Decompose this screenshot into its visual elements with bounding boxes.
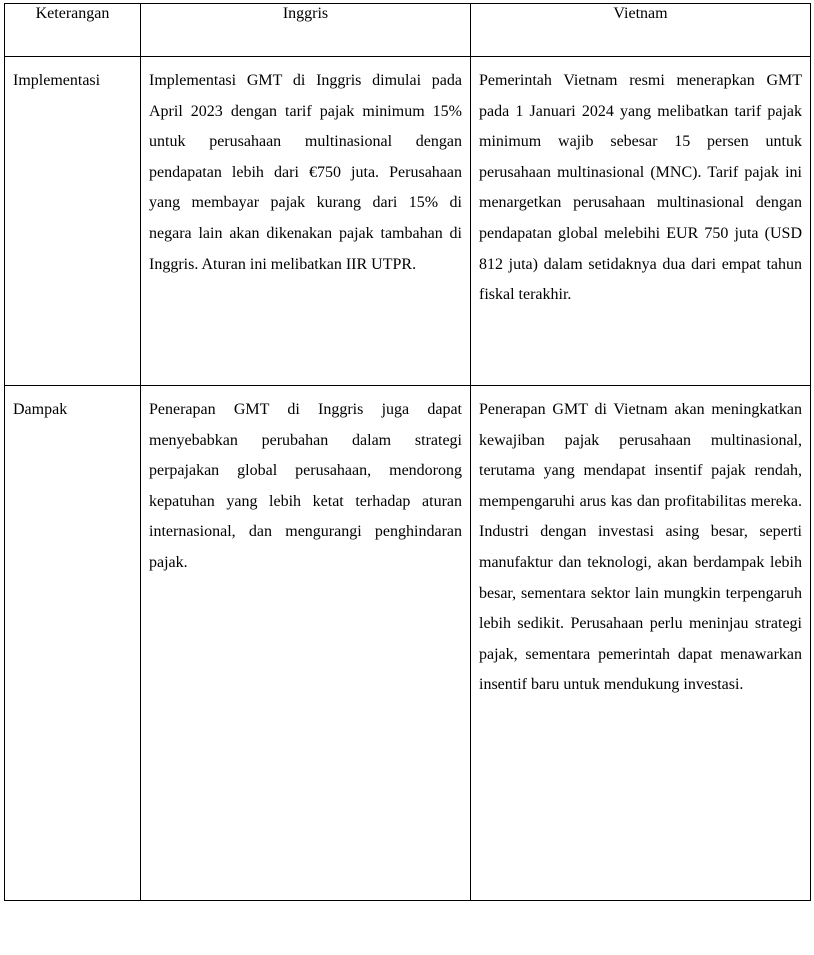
- row-label-dampak: Dampak: [13, 401, 68, 418]
- inggris-cell: [141, 386, 471, 901]
- inggris-dampak-text: Penerapan GMT di Inggris juga dapat menyebabkan perubahan dalam strategi perpajakan global perusahaan, mendorong kepatuhan yang lebih ketat terhadap aturan internasional, dan mengurangi penghindaran pajak.: [149, 401, 462, 571]
- row-label-cell: [5, 57, 141, 386]
- vietnam-cell: [471, 386, 811, 901]
- header-inggris: Inggris: [141, 4, 471, 57]
- vietnam-dampak-text: Penerapan GMT di Vietnam akan meningkatkan kewajiban pajak perusahaan multinasional, terutama yang mendapat insentif pajak rendah, mempengaruhi arus kas dan profitabilitas mereka. Industri dengan investasi asing besar, seperti manufaktur dan teknologi, akan berdampak lebih besar, sementara sektor lain mungkin terpengaruh lebih sedikit. Perusahaan perlu meninjau strategi pajak, sementara pemerintah dapat menawarkan insentif baru untuk mendukung investasi.: [479, 401, 802, 694]
- table-row-implementasi: [5, 57, 811, 386]
- vietnam-cell: [471, 57, 811, 386]
- header-vietnam: Vietnam: [471, 4, 811, 57]
- row-label-cell: [5, 386, 141, 901]
- inggris-implementasi-text: Implementasi GMT di Inggris dimulai pada April 2023 dengan tarif pajak minimum 15% untuk perusahaan multinasional dengan pendapatan lebih dari €750 juta. Perusahaan yang membayar pajak kurang dari 15% di negara lain akan dikenakan pajak tambahan di Inggris. Aturan ini melibatkan IIR UTPR.: [149, 72, 462, 273]
- header-keterangan: Keterangan: [5, 4, 141, 57]
- comparison-table: [4, 3, 811, 901]
- vietnam-implementasi-text: Pemerintah Vietnam resmi menerapkan GMT pada 1 Januari 2024 yang melibatkan tarif pajak minimum wajib sebesar 15 persen untuk perusahaan multinasional (MNC). Tarif pajak ini menargetkan perusahaan multinasional dengan pendapatan global melebihi EUR 750 juta (USD 812 juta) dalam setidaknya dua dari empat tahun fiskal terakhir.: [479, 72, 802, 304]
- table-header-row: [5, 4, 811, 57]
- inggris-cell: [141, 57, 471, 386]
- table-row-dampak: [5, 386, 811, 901]
- row-label-implementasi: Implementasi: [13, 72, 101, 89]
